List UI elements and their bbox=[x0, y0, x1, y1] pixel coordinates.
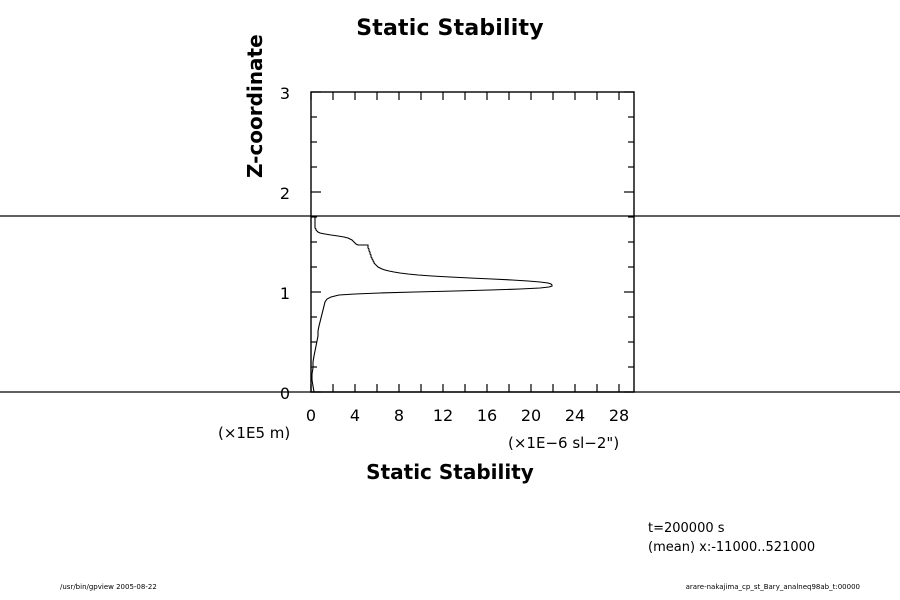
plot-frame bbox=[311, 92, 634, 392]
footer-right-text: arare-nakajima_cp_st_Bary_analneq98ab_t:00000 bbox=[685, 583, 860, 591]
x-tick-label-16: 16 bbox=[476, 406, 498, 425]
annotation-mean-range: (mean) x:-11000..521000 bbox=[648, 540, 816, 555]
y-tick-label-3: 3 bbox=[279, 84, 290, 103]
x-axis-units: (×1E−6 sl−2") bbox=[508, 434, 620, 452]
x-tick-label-12: 12 bbox=[432, 406, 454, 425]
x-tick-label-0: 0 bbox=[305, 406, 317, 425]
y-axis-units: (×1E5 m) bbox=[218, 424, 291, 442]
x-tick-label-8: 8 bbox=[393, 406, 405, 425]
x-tick-label-24: 24 bbox=[564, 406, 586, 425]
x-tick-label-28: 28 bbox=[608, 406, 630, 425]
axis-ticks bbox=[311, 92, 634, 392]
data-curve bbox=[312, 216, 552, 392]
y-tick-label-1: 1 bbox=[279, 284, 290, 303]
x-axis-label: Static Stability bbox=[366, 460, 534, 484]
footer-left-text: /usr/bin/gpview 2005-08-22 bbox=[60, 583, 157, 591]
y-tick-label-2: 2 bbox=[279, 184, 290, 203]
annotation-time: t=200000 s bbox=[648, 521, 725, 536]
chart-title: Static Stability bbox=[356, 16, 544, 41]
y-tick-label-0: 0 bbox=[279, 384, 290, 403]
y-axis-label: Z-coordinate bbox=[243, 34, 267, 178]
x-tick-label-20: 20 bbox=[520, 406, 542, 425]
x-tick-label-4: 4 bbox=[349, 406, 361, 425]
